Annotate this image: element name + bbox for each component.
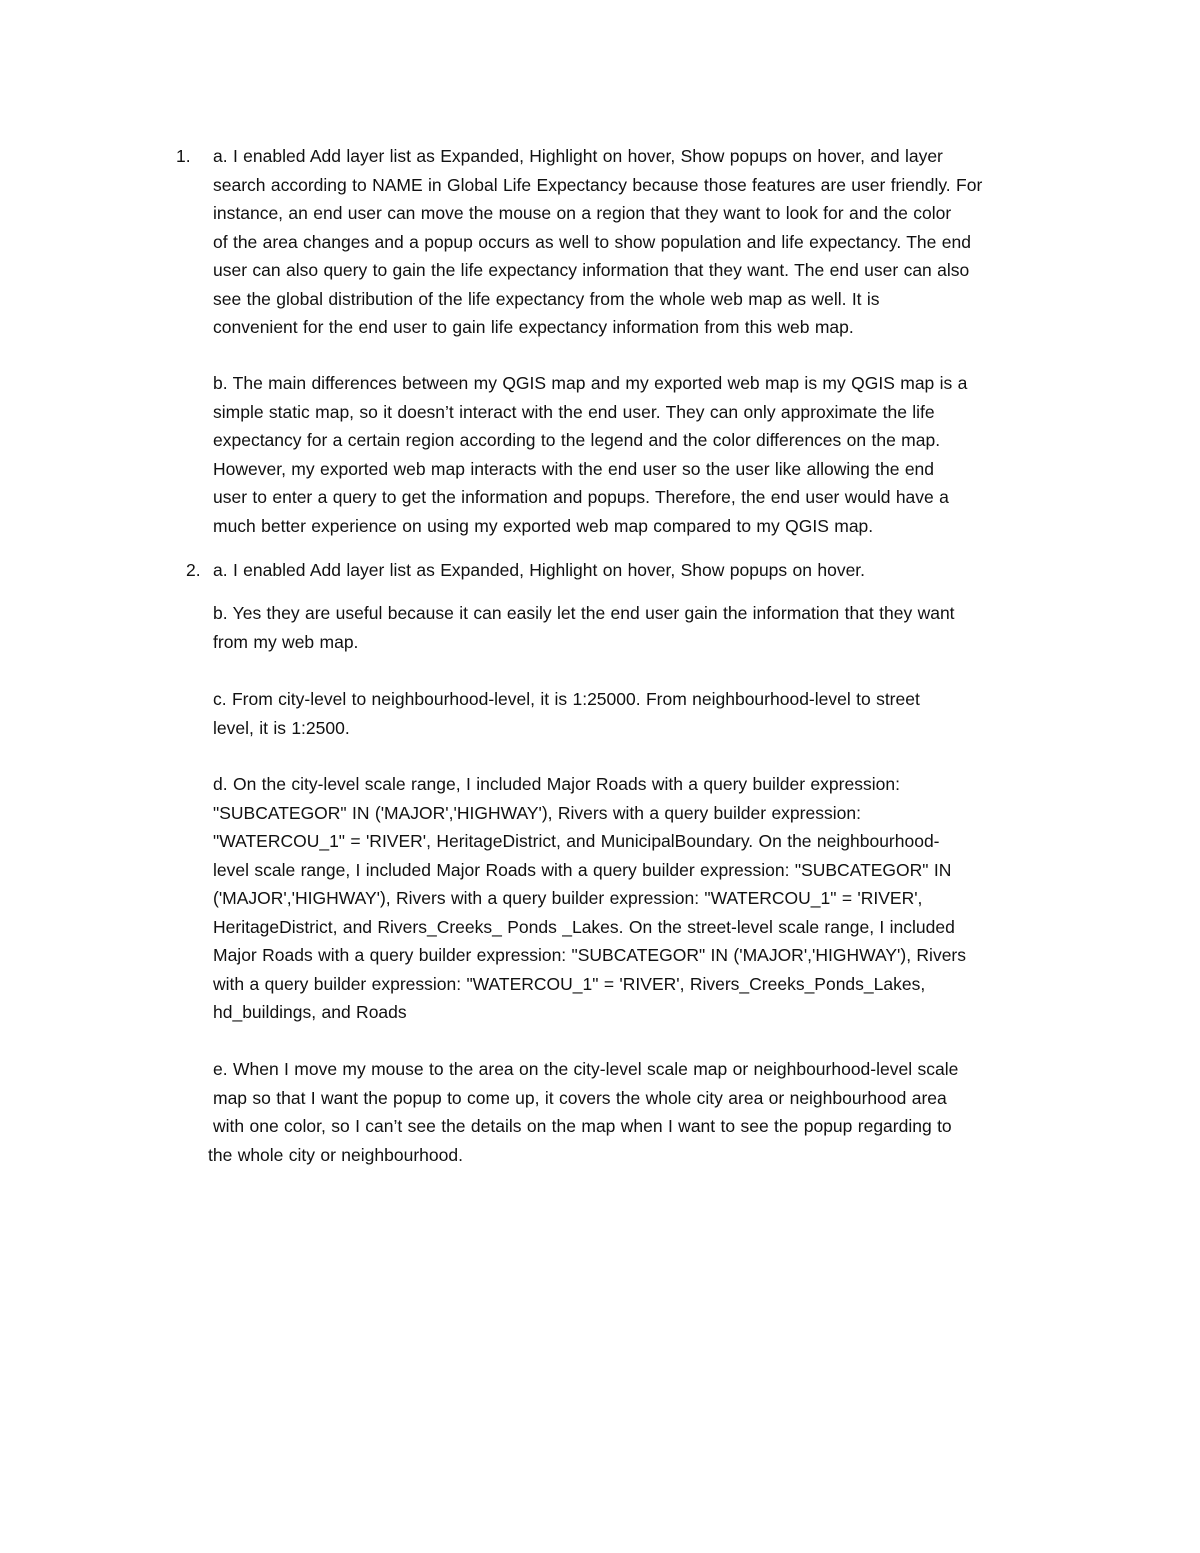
text-line: expectancy for a certain region according to the legend and the color differences on the map. — [213, 430, 941, 450]
text-line: with a query builder expression: "WATERCOU_1" = 'RIVER', Rivers_Creeks_Ponds_Lakes, — [213, 973, 926, 994]
text-line: HeritageDistrict, and Rivers_Creeks_ Ponds _Lakes. On the street-level scale range, I included — [213, 916, 955, 937]
text-line: d. On the city-level scale range, I included Major Roads with a query builder expression: — [213, 774, 900, 794]
list-number: 1. — [176, 146, 191, 166]
text-line: "SUBCATEGOR" IN ('MAJOR','HIGHWAY'), Rivers with a query builder expression: — [213, 802, 861, 823]
text-line: much better experience on using my exported web map compared to my QGIS map. — [213, 515, 874, 536]
text-line: hd_buildings, and Roads — [213, 1002, 407, 1022]
answer-1a — [213, 142, 982, 342]
text-line: instance, an end user can move the mouse on a region that they want to look for and the color — [213, 203, 952, 223]
answer-1b — [213, 369, 967, 540]
text-line: user to enter a query to get the information and popups. Therefore, the end user would have a — [213, 487, 949, 507]
text-line: b. The main differences between my QGIS map and my exported web map is my QGIS map is a — [213, 373, 968, 393]
text-line: simple static map, so it doesn’t interact with the end user. They can only approximate the life — [213, 401, 935, 422]
text-line: a. I enabled Add layer list as Expanded, Highlight on hover, Show popups on hover, and layer — [213, 146, 943, 166]
text-line: b. Yes they are useful because it can easily let the end user gain the information that they want — [213, 603, 955, 623]
answer-2c — [213, 685, 920, 742]
text-line: from my web map. — [213, 631, 359, 652]
text-line: e. When I move my mouse to the area on the city-level scale map or neighbourhood-level scale — [213, 1059, 959, 1079]
answer-2a — [213, 556, 865, 585]
text-line: of the area changes and a popup occurs as well to show population and life expectancy. The end — [213, 231, 971, 252]
answer-2e — [208, 1055, 959, 1169]
text-line: However, my exported web map interacts with the end user so the user like allowing the end — [213, 458, 935, 479]
text-line: level, it is 1:2500. — [213, 717, 350, 738]
answer-2d — [213, 770, 966, 1027]
text-line: user can also query to gain the life expectancy information that they want. The end user can also — [213, 260, 970, 280]
text-line: see the global distribution of the life expectancy from the whole web map as well. It is — [213, 288, 880, 309]
list-number: 2. — [186, 560, 201, 580]
text-line: convenient for the end user to gain life expectancy information from this web map. — [213, 317, 854, 337]
text-line: Major Roads with a query builder expression: "SUBCATEGOR" IN ('MAJOR','HIGHWAY'), Rivers — [213, 945, 967, 965]
text-line: with one color, so I can’t see the details on the map when I want to see the popup regarding to — [213, 1116, 952, 1136]
text-line: search according to NAME in Global Life Expectancy because those features are user friendly. For — [213, 174, 983, 195]
text-line: ('MAJOR','HIGHWAY'), Rivers with a query builder expression: "WATERCOU_1" = 'RIVER', — [213, 888, 923, 908]
text-line: map so that I want the popup to come up, it covers the whole city area or neighbourhood area — [213, 1087, 947, 1108]
text-line: a. I enabled Add layer list as Expanded, Highlight on hover, Show popups on hover. — [213, 560, 866, 580]
answer-2b — [213, 599, 955, 656]
text-line: "WATERCOU_1" = 'RIVER', HeritageDistrict, and MunicipalBoundary. On the neighbourhood- — [213, 831, 940, 851]
text-line: the whole city or neighbourhood. — [208, 1144, 463, 1165]
text-line: level scale range, I included Major Roads with a query builder expression: "SUBCATEGOR" IN — [213, 859, 952, 880]
text-line: c. From city-level to neighbourhood-level, it is 1:25000. From neighbourhood-level to street — [213, 689, 920, 709]
